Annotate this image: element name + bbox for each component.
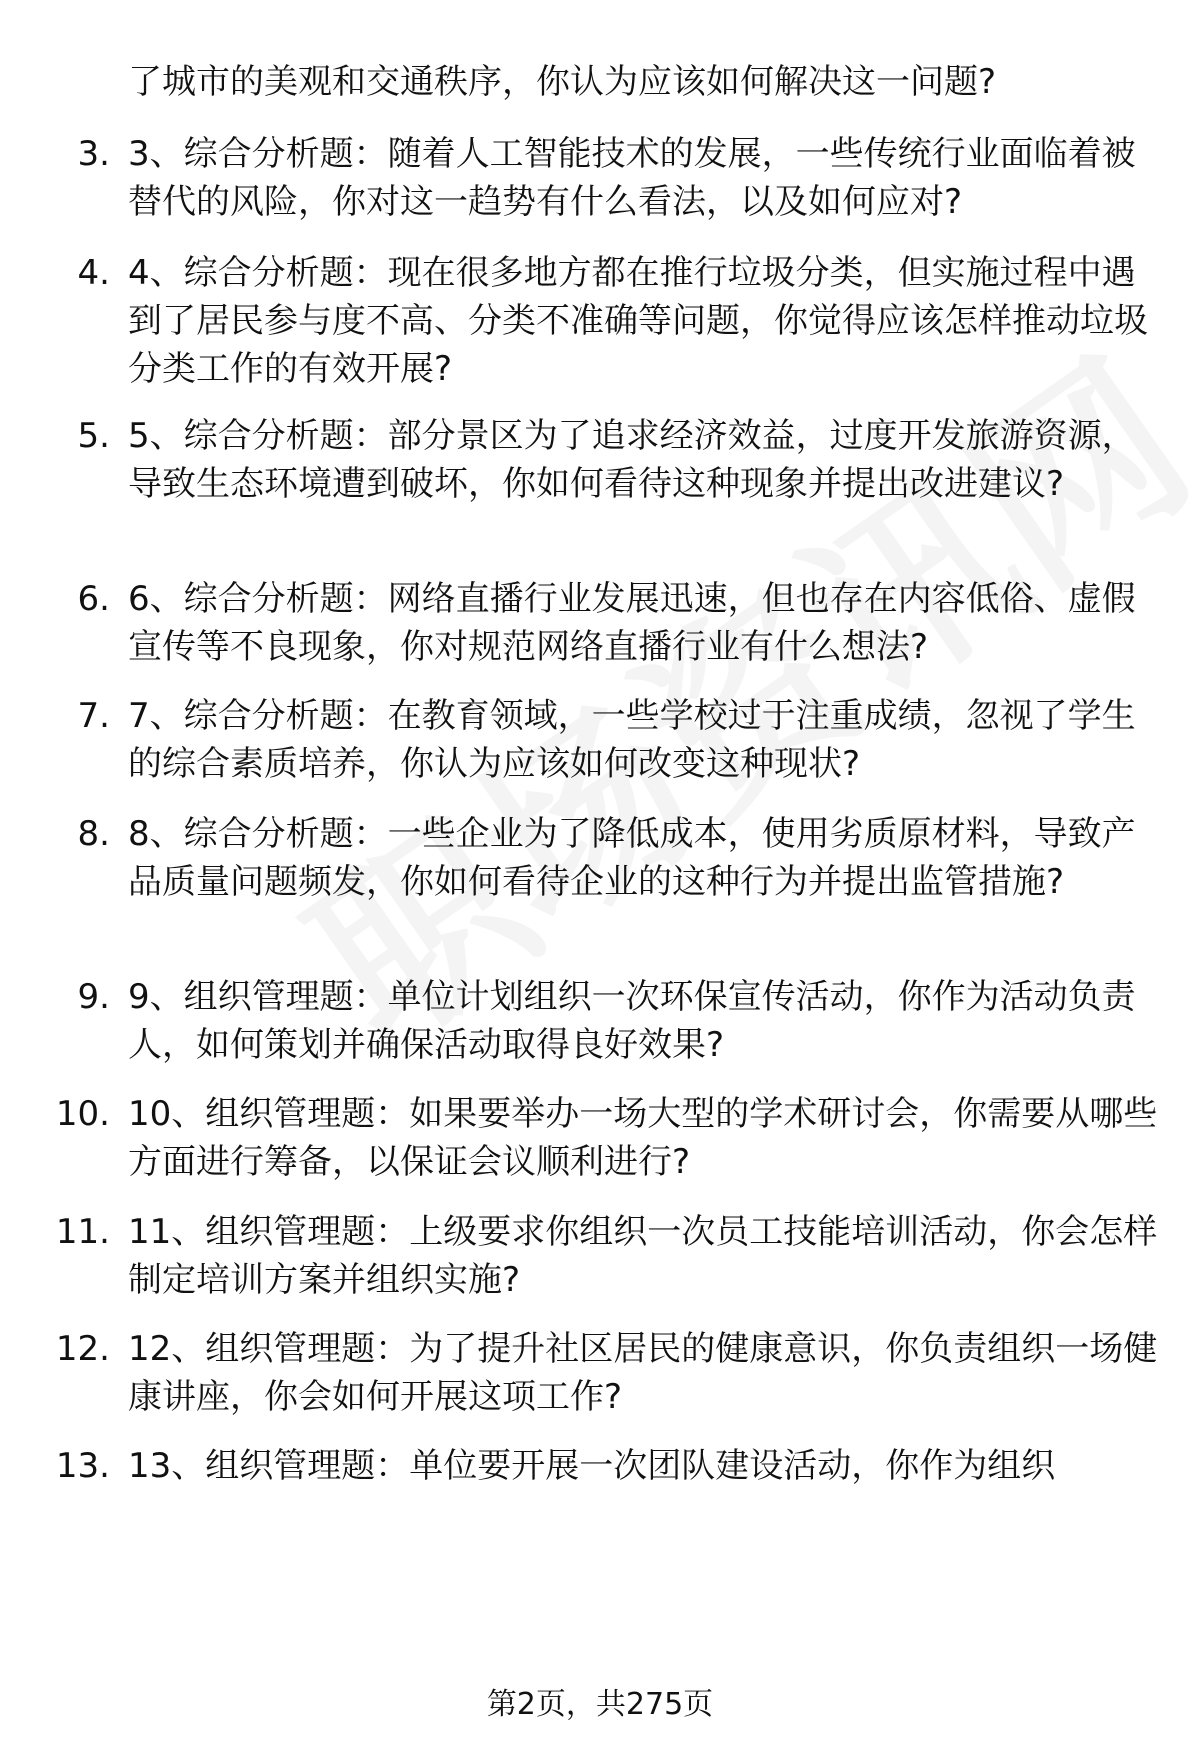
list-item-text: 9、组织管理题：单位计划组织一次环保宣传活动，你作为活动负责人，如何策划并确保活动取得良好效果? <box>128 977 1136 1065</box>
list-item-number: 3. <box>77 134 110 174</box>
list-item-number: 10. <box>55 1094 110 1134</box>
list-item-text: 3、综合分析题：随着人工智能技术的发展，一些传统行业面临着被替代的风险，你对这一趋势有什么看法，以及如何应对? <box>128 134 1136 222</box>
list-item-text: 7、综合分析题：在教育领域，一些学校过于注重成绩，忽视了学生的综合素质培养，你认为应该如何改变这种现状? <box>128 696 1136 784</box>
list-item-number: 12. <box>55 1329 110 1369</box>
page-number-footer: 第2页，共275页 <box>486 1687 714 1722</box>
list-item-number: 6. <box>77 579 110 619</box>
list-item-number: 11. <box>55 1212 110 1252</box>
list-item-number: 7. <box>77 696 110 736</box>
list-item-text: 6、综合分析题：网络直播行业发展迅速，但也存在内容低俗、虚假宣传等不良现象，你对规范网络直播行业有什么想法? <box>128 579 1136 667</box>
list-item-number: 9. <box>77 977 110 1017</box>
list-item-text: 4、综合分析题：现在很多地方都在推行垃圾分类，但实施过程中遇到了居民参与度不高、分类不准确等问题，你觉得应该怎样推动垃圾分类工作的有效开展? <box>128 253 1148 389</box>
list-item-text: 5、综合分析题：部分景区为了追求经济效益，过度开发旅游资源，导致生态环境遭到破坏，你如何看待这种现象并提出改进建议? <box>128 416 1136 504</box>
list-item-number: 5. <box>77 416 110 456</box>
list-item-number: 8. <box>77 814 110 854</box>
continued-paragraph: 了城市的美观和交通秩序，你认为应该如何解决这一问题? <box>128 62 997 102</box>
list-item-text: 11、组织管理题：上级要求你组织一次员工技能培训活动，你会怎样制定培训方案并组织实施? <box>128 1212 1158 1300</box>
list-item-text: 12、组织管理题：为了提升社区居民的健康意识，你负责组织一场健康讲座，你会如何开展这项工作? <box>128 1329 1158 1417</box>
list-item-text: 13、组织管理题：单位要开展一次团队建设活动，你作为组织 <box>128 1446 1056 1486</box>
list-item-text: 10、组织管理题：如果要举办一场大型的学术研讨会，你需要从哪些方面进行筹备，以保证会议顺利进行? <box>128 1094 1158 1182</box>
list-item-text: 8、综合分析题：一些企业为了降低成本，使用劣质原材料，导致产品质量问题频发，你如何看待企业的这种行为并提出监管措施? <box>128 814 1136 902</box>
list-item-number: 4. <box>77 253 110 293</box>
list-item-number: 13. <box>55 1446 110 1486</box>
